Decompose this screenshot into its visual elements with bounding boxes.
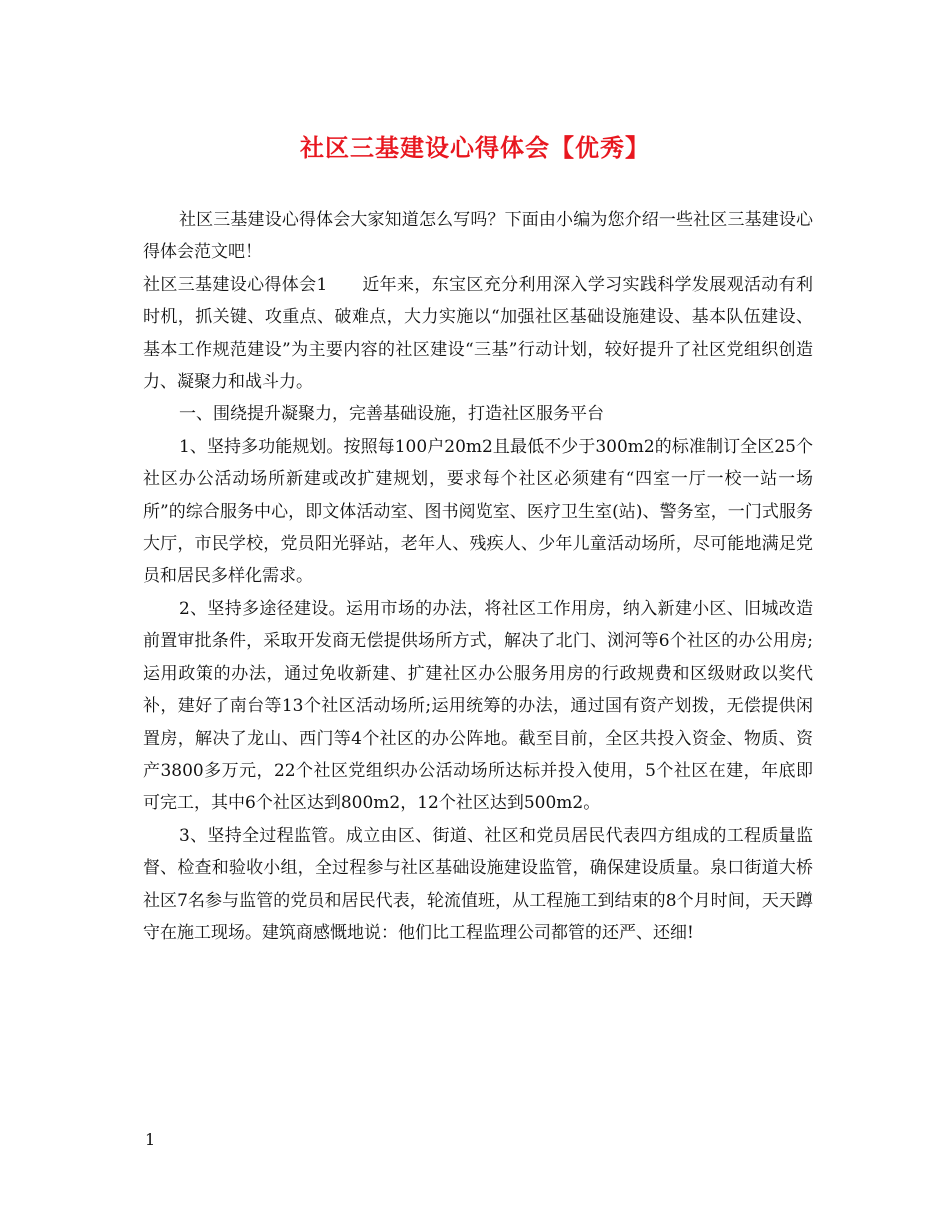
paragraph-item-3: 3、坚持全过程监管。成立由区、街道、社区和党员居民代表四方组成的工程质量监督、检查和验收小组，全过程参与社区基础设施建设监管，确保建设质量。泉口街道大桥社区7名参与监管的党员和居民代表，轮流值班，从工程施工到结束的8个月时间，天天蹲守在施工现场。建筑商感慨地说：他们比工程监理公司都管的还严、还细! (143, 825, 813, 943)
section-heading-1: 一、围绕提升凝聚力，完善基础设施，打造社区服务平台 (179, 404, 604, 425)
document-title: 社区三基建设心得体会【优秀】 (300, 133, 650, 162)
paragraph-item-2: 2、坚持多途径建设。运用市场的办法，将社区工作用房，纳入新建小区、旧城改造前置审批条件，采取开发商无偿提供场所方式，解决了北门、浏河等6个社区的办公用房;运用政策的办法，通过免收新建、扩建社区办公服务用房的行政规费和区级财政以奖代补，建好了南台等13个社区活动场所;运用统筹的办法，通过国有资产划拨，无偿提供闲置房，解决了龙山、西门等4个社区的办公阵地。截至目前，全区共投入资金、物质、资产3800多万元，22个社区党组织办公活动场所达标并投入使用，5个社区在建，年底即可完工，其中6个社区达到800m2，12个社区达到500m2。 (143, 598, 813, 814)
document-body (143, 204, 813, 949)
paragraph-item-1: 1、坚持多功能规划。按照每100户20m2且最低不少于300m2的标准制订全区25个社区办公活动场所新建或改扩建规划，要求每个社区必须建有“四室一厅一校一站一场所”的综合服务中心，即文体活动室、图书阅览室、医疗卫生室(站)、警务室，一门式服务大厅，市民学校，党员阳光驿站，老年人、残疾人、少年儿童活动场所，尽可能地满足党员和居民多样化需求。 (143, 436, 813, 587)
paragraph-essay-1: 社区三基建设心得体会1 近年来，东宝区充分利用深入学习实践科学发展观活动有利时机，抓关键、攻重点、破难点，大力实施以“加强社区基础设施建设、基本队伍建设、基本工作规范建设”为主要内容的社区建设“三基”行动计划，较好提升了社区党组织创造力、凝聚力和战斗力。 (143, 274, 813, 393)
page-number: 1 (145, 1130, 156, 1149)
paragraph-intro: 社区三基建设心得体会大家知道怎么写吗？下面由小编为您介绍一些社区三基建设心得体会范文吧！ (143, 210, 813, 263)
